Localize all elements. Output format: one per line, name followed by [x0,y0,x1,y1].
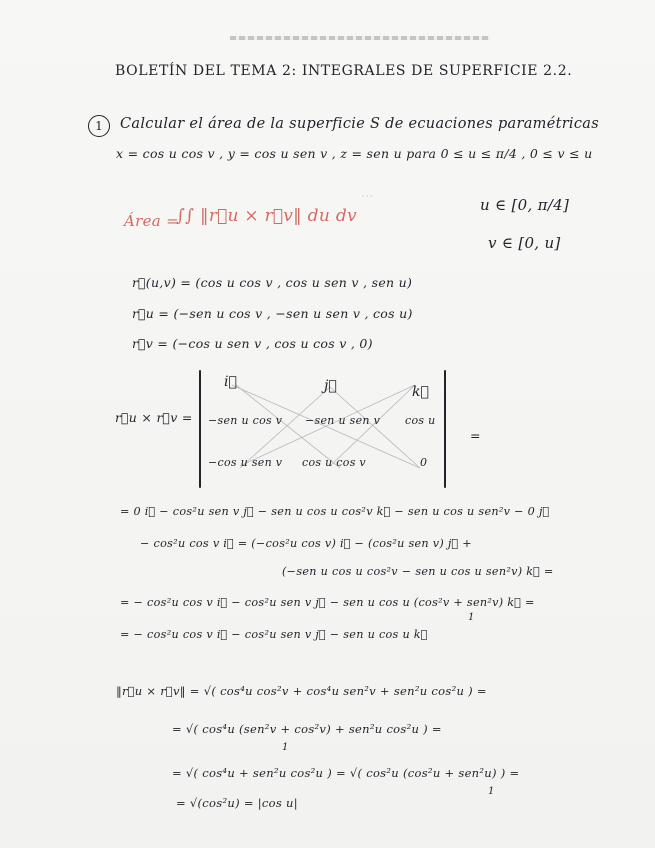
problem-number: 1 [88,115,110,137]
underbrace-one-1: 1 [468,612,475,623]
param-r: r⃗(u,v) = (cos u cos v , cos u sen v , sen u) [132,275,413,290]
norm-step4: = √(cos²u) = |cos u| [176,796,298,810]
det-r3c2: cos u cos v [302,456,366,469]
underbrace-one-3: 1 [488,786,495,797]
area-integral: ∫∫ ‖r⃗u × r⃗v‖ du dv [176,206,357,226]
norm-step1: ‖r⃗u × r⃗v‖ = √( cos⁴u cos²v + cos⁴u sen²v + sen²u cos²u ) = [116,684,487,698]
range-v: v ∈ [0, u] [488,234,561,252]
expansion-line1: = 0 i⃗ − cos²u sen v j⃗ − sen u cos u cos²v k⃗ − sen u cos u sen²v − 0 j⃗ [120,505,550,518]
det-k: k⃗ [412,384,430,400]
det-equals: = [470,428,481,443]
underbrace-one-2: 1 [282,742,289,753]
expansion-line2: − cos²u cos v i⃗ = (−cos²u cos v) i⃗ − (cos²u sen v) j⃗ + [140,537,472,550]
det-j: j⃗ [324,378,338,394]
show-through-text: ⋯ [360,188,373,203]
expansion-line5: = − cos²u cos v i⃗ − cos²u sen v j⃗ − sen u cos u k⃗ [120,628,428,641]
problem-statement-line1: Calcular el área de la superficie S de ecuaciones paramétricas [120,116,599,132]
det-r3c1: −cos u sen v [208,456,283,469]
page-heading: BOLETÍN DEL TEMA 2: INTEGRALES DE SUPERFICIE 2.2. [115,63,573,79]
cross-label: r⃗u × r⃗v = [115,410,193,425]
param-rv: r⃗v = (−cos u sen v , cos u cos v , 0) [132,336,373,351]
det-r3c3: 0 [420,456,428,469]
expansion-line3: (−sen u cos u cos²v − sen u cos u sen²v) k⃗ = [282,565,554,578]
range-u: u ∈ [0, π/4] [480,196,570,214]
det-r2c2: −sen u sen v [305,414,381,427]
det-r2c1: −sen u cos v [208,414,283,427]
area-label: Área = [124,212,179,230]
expansion-line4: = − cos²u cos v i⃗ − cos²u sen v j⃗ − sen u cos u (cos²v + sen²v) k⃗ = [120,596,535,609]
norm-step2: = √( cos⁴u (sen²v + cos²v) + sen²u cos²u ) = [172,722,442,736]
norm-step3: = √( cos⁴u + sen²u cos²u ) = √( cos²u (cos²u + sen²u) ) = [172,766,520,780]
det-r2c3: cos u [405,414,436,427]
problem-statement-line2: x = cos u cos v , y = cos u sen v , z = sen u para 0 ≤ u ≤ π/4 , 0 ≤ v ≤ u [116,146,593,161]
param-ru: r⃗u = (−sen u cos v , −sen u sen v , cos u) [132,306,413,321]
det-i: i⃗ [224,374,238,390]
